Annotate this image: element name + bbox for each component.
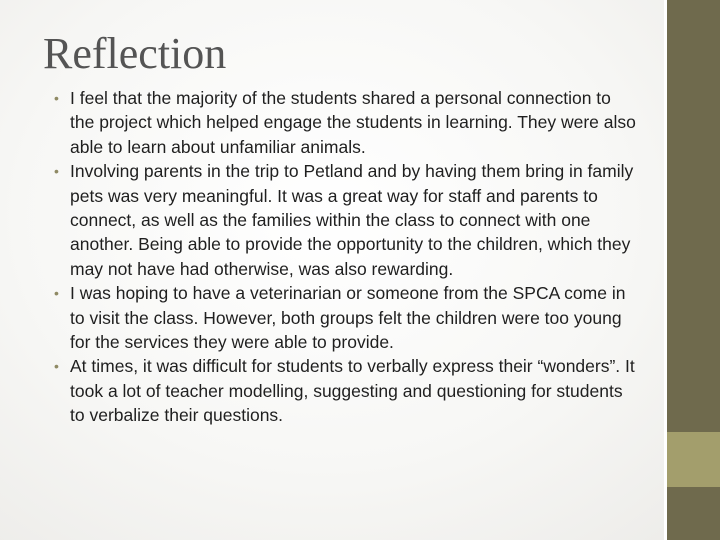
bullet-icon: •	[54, 358, 59, 375]
bullet-item	[52, 281, 636, 354]
bullet-icon: •	[54, 285, 59, 302]
bullet-item	[52, 354, 636, 427]
side-accent-block	[667, 432, 720, 487]
bullet-text: I feel that the majority of the students shared a personal connection to the project which helped engage the students in learning. They were also able to learn about unfamiliar animals.	[70, 88, 636, 157]
bullet-item	[52, 86, 636, 159]
bullet-item	[52, 159, 636, 281]
slide-title: Reflection	[43, 29, 227, 78]
bullet-text: I was hoping to have a veterinarian or someone from the SPCA come in to visit the class. However, both groups felt the children were too young for the services they were able to provide.	[70, 283, 626, 353]
bullet-icon: •	[54, 90, 59, 106]
bullet-list	[52, 86, 636, 428]
bullet-text: Involving parents in the trip to Petland and by having them bring in family pets was very meaningful. It was a great way for staff and parents to connect, as well as the families within the class to connect with one another. Being able to provide the opportunity to the children, which they may not have had otherwise, was also rewarding.	[70, 161, 634, 279]
bullet-text: At times, it was difficult for students to verbally express their “wonders”. It took a lot of teacher modelling, suggesting and questioning for students to verbalize their questions.	[70, 356, 635, 426]
bullet-icon: •	[54, 163, 59, 180]
